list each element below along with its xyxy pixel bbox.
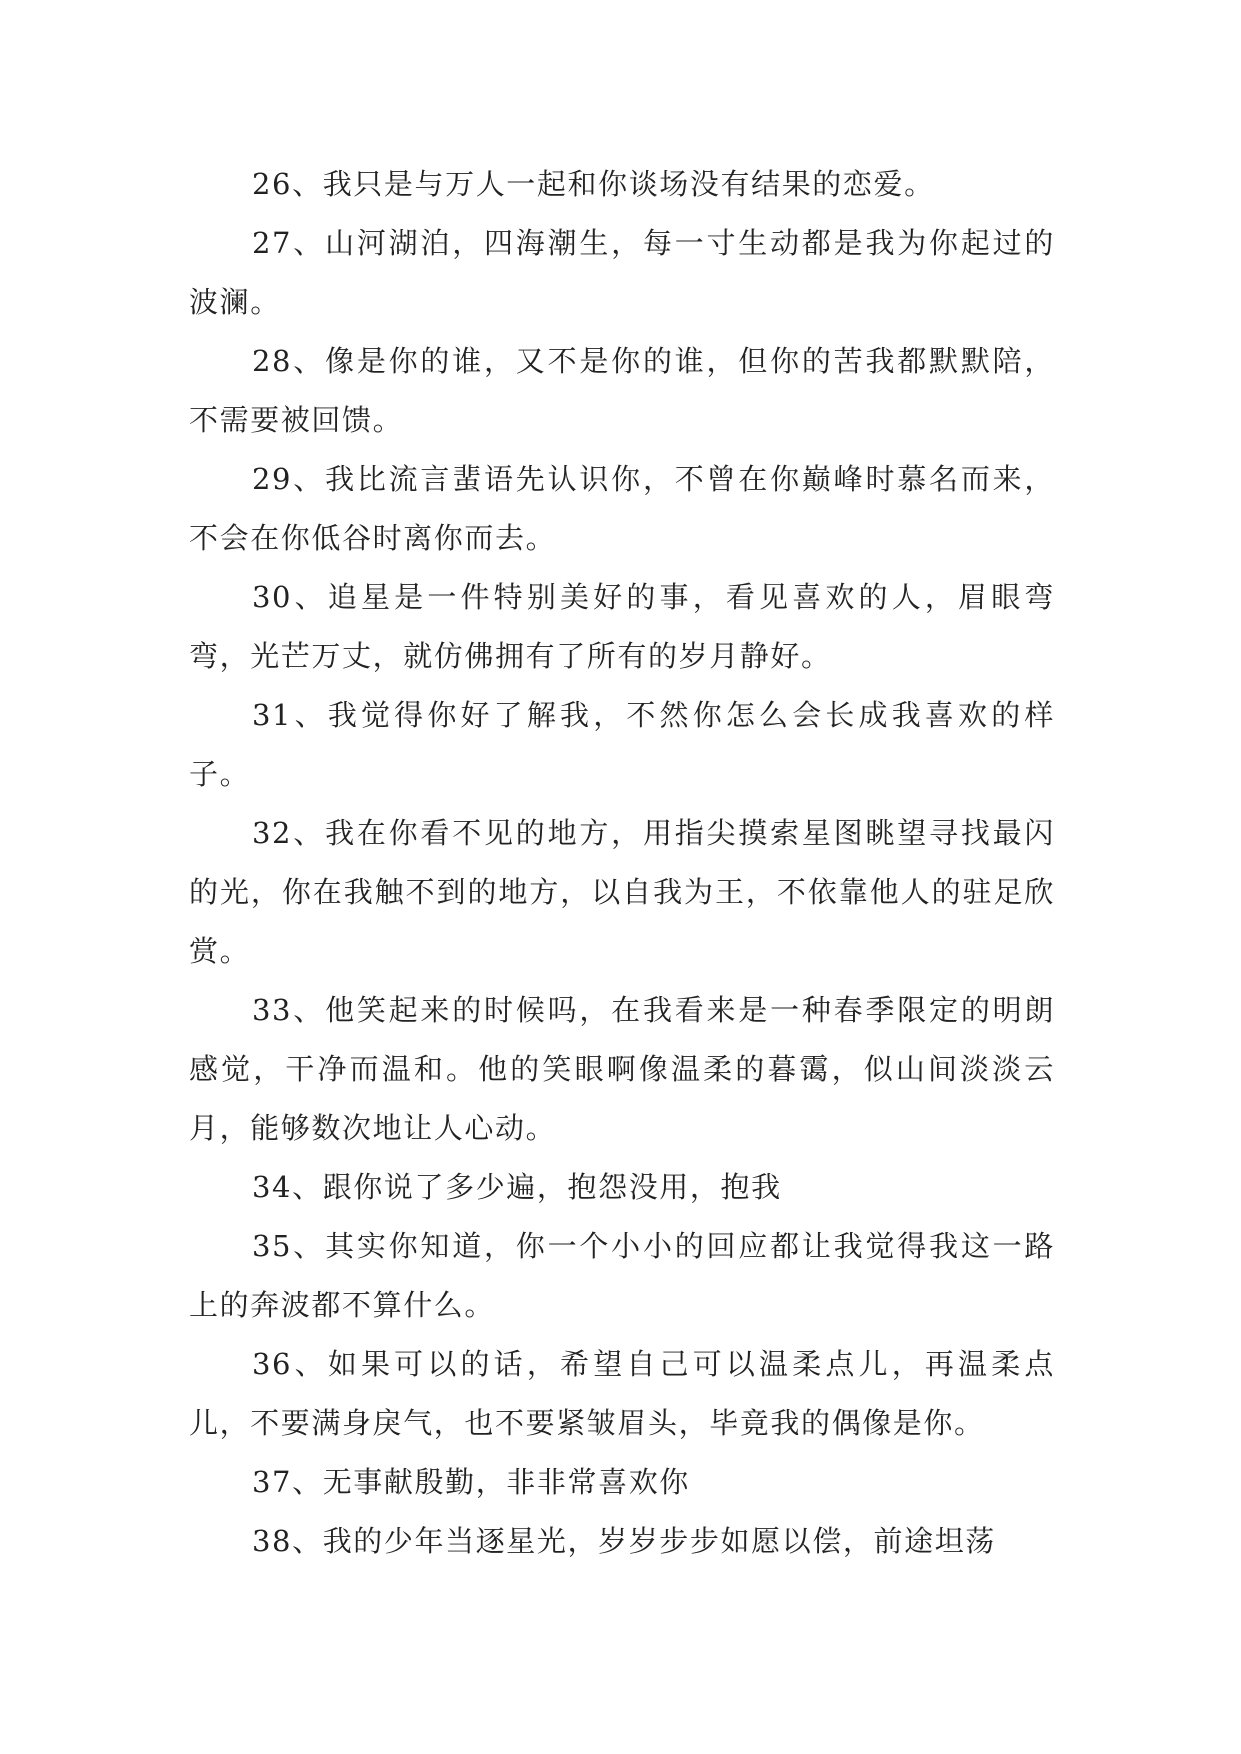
paragraph-28: 28、像是你的谁，又不是你的谁，但你的苦我都默默陪，不需要被回馈。 <box>189 344 1055 437</box>
paragraph-29: 29、我比流言蜚语先认识你，不曾在你巅峰时慕名而来，不会在你低谷时离你而去。 <box>189 462 1055 555</box>
paragraph-33: 33、他笑起来的时候吗，在我看来是一种春季限定的明朗感觉，干净而温和。他的笑眼啊像温柔的暮霭，似山间淡淡云月，能够数次地让人心动。 <box>189 993 1055 1145</box>
paragraph-32: 32、我在你看不见的地方，用指尖摸索星图眺望寻找最闪的光，你在我触不到的地方，以自我为王，不依靠他人的驻足欣赏。 <box>189 816 1055 968</box>
paragraph-37: 37、无事献殷勤，非非常喜欢你 <box>252 1465 690 1499</box>
paragraph-31: 31、我觉得你好了解我，不然你怎么会长成我喜欢的样子。 <box>189 698 1055 791</box>
paragraph-27: 27、山河湖泊，四海潮生，每一寸生动都是我为你起过的波澜。 <box>189 226 1055 319</box>
paragraph-38: 38、我的少年当逐星光，岁岁步步如愿以偿，前途坦荡 <box>252 1524 996 1558</box>
document-body <box>189 155 1055 1571</box>
paragraph-35: 35、其实你知道，你一个小小的回应都让我觉得我这一路上的奔波都不算什么。 <box>189 1229 1055 1322</box>
paragraph-34: 34、跟你说了多少遍，抱怨没用，抱我 <box>252 1170 782 1204</box>
paragraph-26: 26、我只是与万人一起和你谈场没有结果的恋爱。 <box>252 167 935 201</box>
paragraph-30: 30、追星是一件特别美好的事，看见喜欢的人，眉眼弯弯，光芒万丈，就仿佛拥有了所有的岁月静好。 <box>189 580 1055 673</box>
paragraph-36: 36、如果可以的话，希望自己可以温柔点儿，再温柔点儿，不要满身戾气，也不要紧皱眉头，毕竟我的偶像是你。 <box>189 1347 1055 1440</box>
